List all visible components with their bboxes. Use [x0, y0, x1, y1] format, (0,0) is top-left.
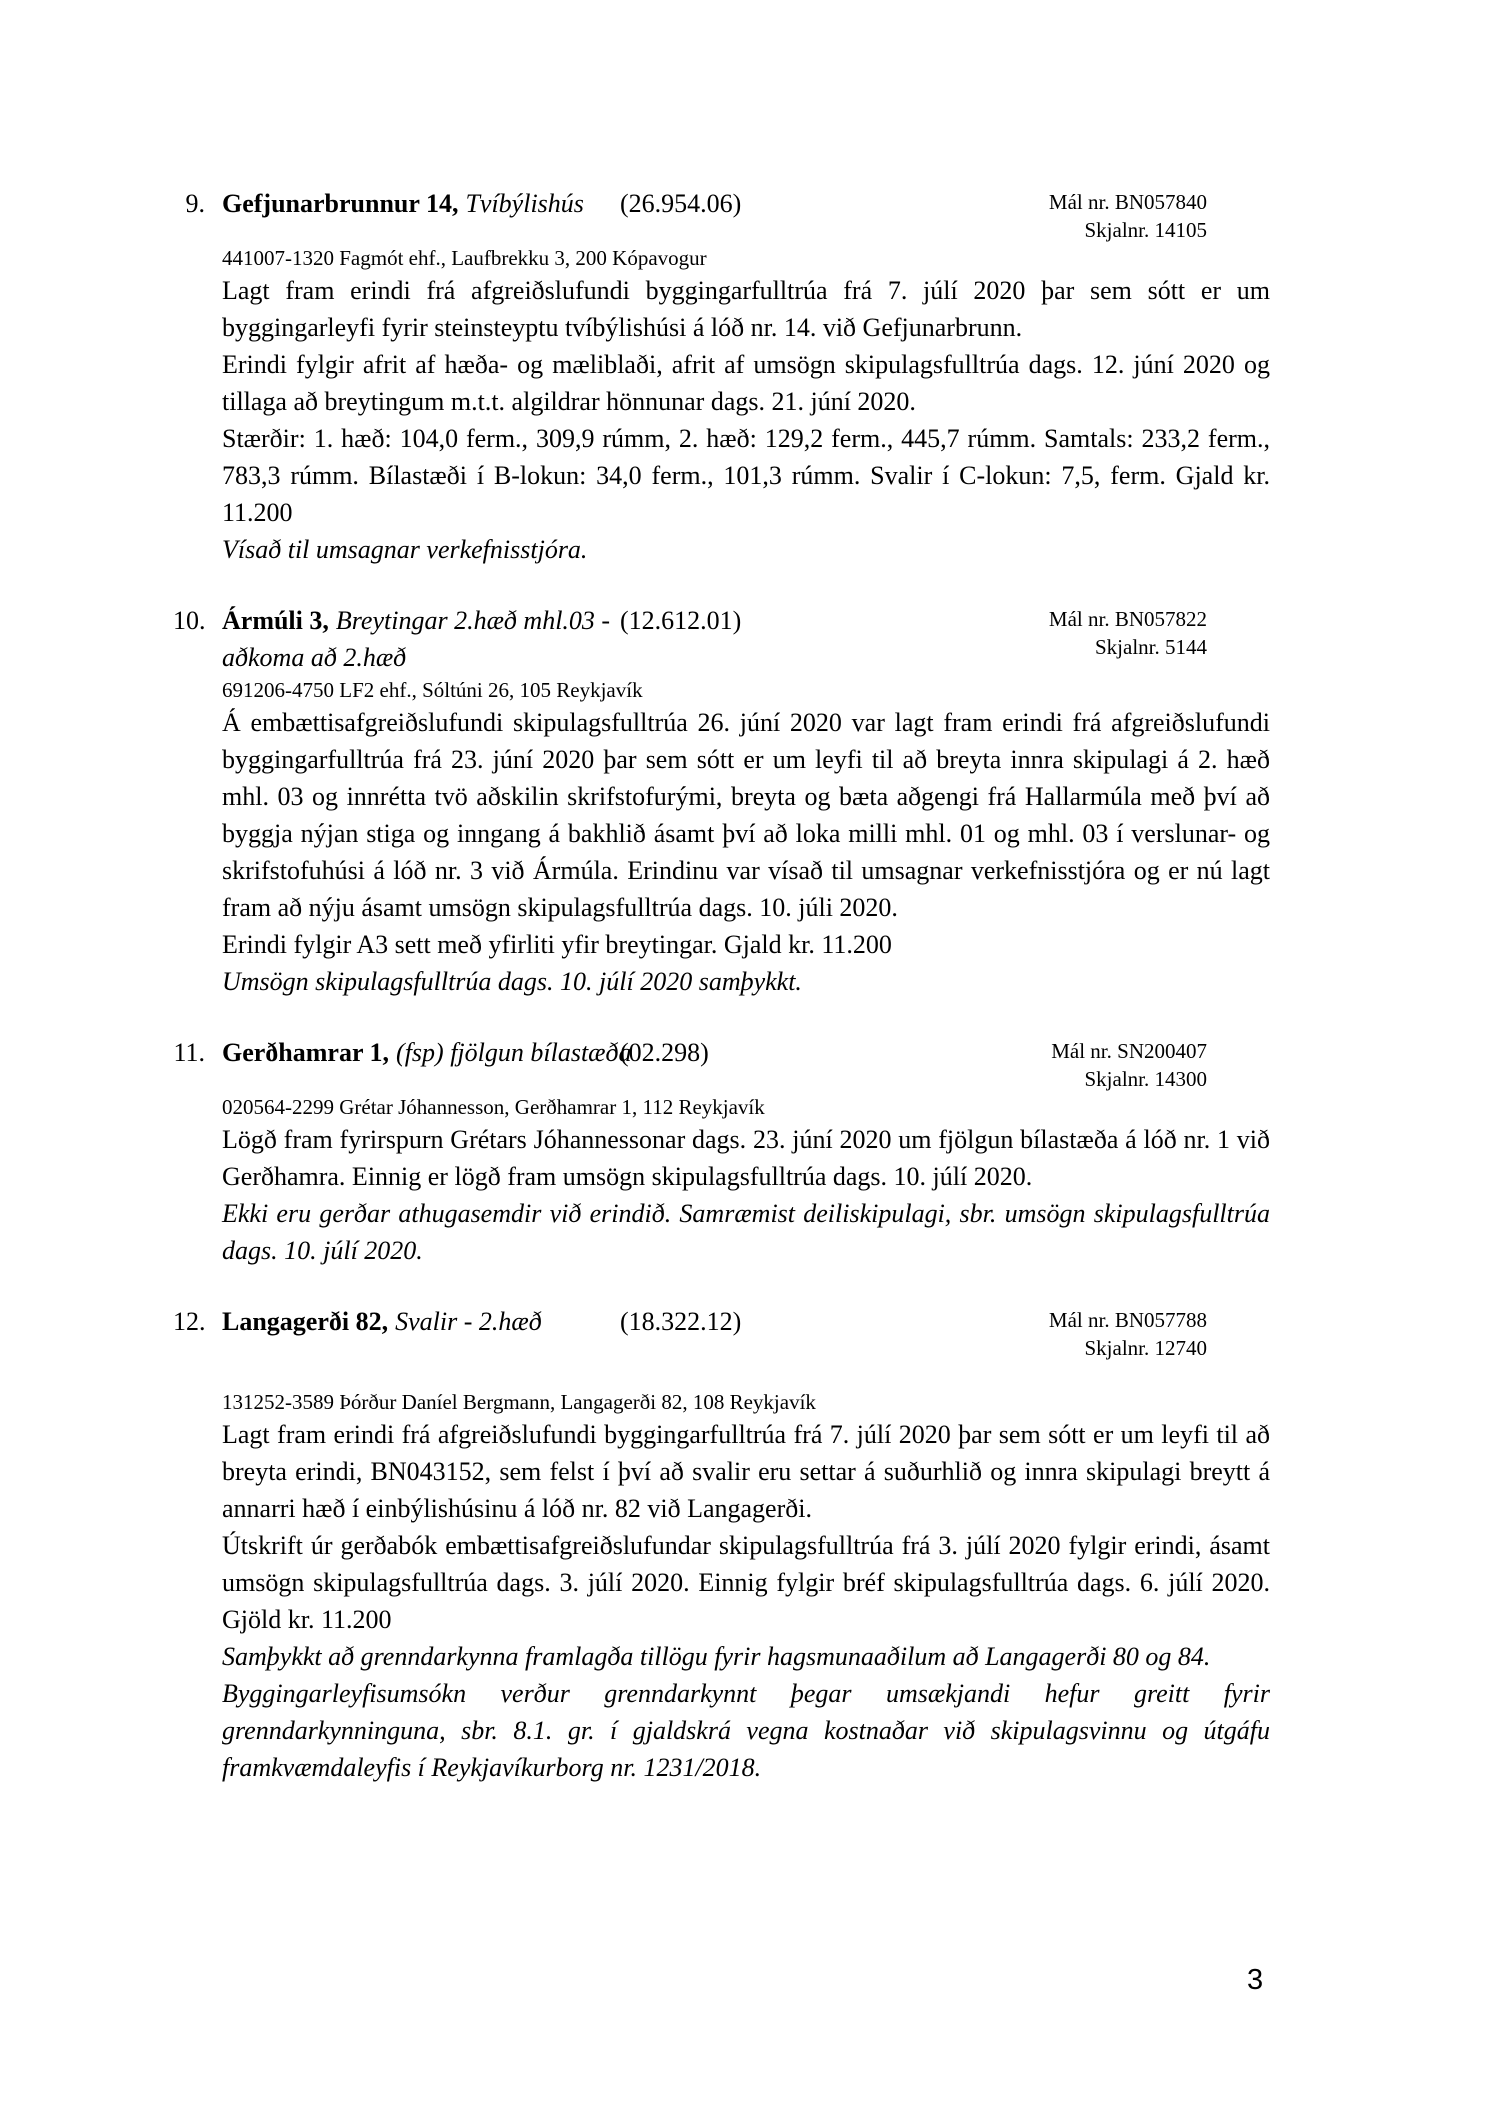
item-paragraph: Lagt fram erindi frá afgreiðslufundi byggingarfulltrúa frá 7. júlí 2020 þar sem sótt er um byggingarleyfi fyrir steinsteyptu tvíbýlishúsi á lóð nr. 14. við Gefjunarbrunn. [222, 276, 1270, 342]
item-index-code: (02.298) [620, 1038, 709, 1067]
item-meta [772, 1303, 1270, 1362]
item-title [222, 185, 620, 222]
item-heading [173, 602, 1270, 676]
item-subtitle: Svalir - 2.hæð [395, 1307, 542, 1336]
item-index-code: (18.322.12) [620, 1307, 742, 1336]
item-body [222, 1121, 1270, 1269]
item-subtitle-line2: aðkoma að 2.hæð [222, 643, 407, 672]
case-number: Mál nr. BN057840 [1048, 190, 1207, 214]
item-address: Ármúli 3, [222, 606, 329, 635]
item-heading [173, 1303, 1270, 1362]
document-number: Skjalnr. 14300 [1084, 1067, 1207, 1091]
item-body [222, 1416, 1270, 1786]
item-paragraph: Útskrift úr gerðabók embættisafgreiðslufundar skipulagsfulltrúa frá 3. júlí 2020 fylgir erindi, ásamt umsögn skipulagsfulltrúa dags. 3. júlí 2020. Einnig fylgir bréf skipulagsfulltrúa dags. 6. júlí 2020. Gjöld kr. 11.200 [222, 1531, 1270, 1634]
applicant-line: 131252-3589 Þórður Daníel Bergmann, Langagerði 82, 108 Reykjavík [222, 1390, 816, 1414]
applicant-line: 020564-2299 Grétar Jóhannesson, Gerðhamrar 1, 112 Reykjavík [222, 1095, 765, 1119]
item-title [222, 602, 620, 676]
item-meta [772, 185, 1270, 244]
item-subtitle: Tvíbýlishús [465, 189, 584, 218]
item-paragraph: Stærðir: 1. hæð: 104,0 ferm., 309,9 rúmm, 2. hæð: 129,2 ferm., 445,7 rúmm. Samtals: 233,2 ferm., 783,3 rúmm. Bílastæði í B-lokun: 34,0 ferm., 101,3 rúmm. Svalir í C-lokun: 7,5, ferm. Gjald kr. 11.200 [222, 424, 1270, 527]
item-heading [173, 1034, 1270, 1093]
item-address: Gefjunarbrunnur 14, [222, 189, 459, 218]
minutes-content [173, 185, 1270, 1820]
item-index-code: (12.612.01) [620, 606, 742, 635]
document-number: Skjalnr. 5144 [1094, 635, 1207, 659]
item-heading [173, 185, 1270, 244]
agenda-item-12 [173, 1303, 1270, 1786]
item-number: 10. [173, 606, 206, 635]
agenda-item-10 [173, 602, 1270, 1000]
item-meta [772, 602, 1270, 661]
agenda-item-9 [173, 185, 1270, 568]
item-title [222, 1303, 620, 1340]
case-number: Mál nr. BN057822 [1048, 607, 1207, 631]
item-paragraph: Lögð fram fyrirspurn Grétars Jóhannessonar dags. 23. júní 2020 um fjölgun bílastæða á lóð nr. 1 við Gerðhamra. Einnig er lögð fram umsögn skipulagsfulltrúa dags. 10. júlí 2020. [222, 1125, 1270, 1191]
item-resolution: Samþykkt að grenndarkynna framlagða tillögu fyrir hagsmunaaðilum að Langagerði 80 og 84. [222, 1642, 1211, 1671]
case-number: Mál nr. SN200407 [1051, 1039, 1207, 1063]
item-number: 12. [173, 1307, 206, 1336]
item-index-code: (26.954.06) [620, 189, 742, 218]
agenda-item-11 [173, 1034, 1270, 1269]
page-number: 3 [1247, 1964, 1264, 1996]
item-body [222, 704, 1270, 1000]
item-number: 11. [173, 1038, 205, 1067]
item-number: 9. [185, 189, 205, 218]
case-number: Mál nr. BN057788 [1048, 1308, 1207, 1332]
document-number: Skjalnr. 14105 [1084, 218, 1207, 242]
item-title [222, 1034, 632, 1071]
item-paragraph: Á embættisafgreiðslufundi skipulagsfulltrúa 26. júní 2020 var lagt fram erindi frá afgreiðslufundi byggingarfulltrúa frá 23. júní 2020 þar sem sótt er um leyfi til að breyta innra skipulagi á 2. hæð mhl. 03 og innrétta tvö aðskilin skrifstofurými, breyta og bæta aðgengi frá Hallarmúla með því að byggja nýjan stiga og inngang á bakhlið ásamt því að loka milli mhl. 01 og mhl. 03 í verslunar- og skrifstofuhúsi á lóð nr. 3 við Ármúla. Erindinu var vísað til umsagnar verkefnisstjóra og er nú lagt fram að nýju ásamt umsögn skipulagsfulltrúa dags. 10. júli 2020. [222, 708, 1270, 922]
item-address: Langagerði 82, [222, 1307, 389, 1336]
item-meta [772, 1034, 1270, 1093]
applicant-line: 441007-1320 Fagmót ehf., Laufbrekku 3, 200 Kópavogur [222, 246, 707, 270]
item-resolution: Umsögn skipulagsfulltrúa dags. 10. júlí 2020 samþykkt. [222, 967, 802, 996]
item-subtitle: (fsp) fjölgun bílastæða [396, 1038, 632, 1067]
item-resolution: Byggingarleyfisumsókn verður grenndarkynnt þegar umsækjandi hefur greitt fyrir grenndarkynninguna, sbr. 8.1. gr. í gjaldskrá vegna kostnaðar við skipulagsvinnu og útgáfu framkvæmdaleyfis í Reykjavíkurborg nr. 1231/2018. [222, 1679, 1270, 1782]
item-address: Gerðhamrar 1, [222, 1038, 390, 1067]
item-subtitle: Breytingar 2.hæð mhl.03 - [335, 606, 611, 635]
document-number: Skjalnr. 12740 [1084, 1336, 1207, 1360]
item-body [222, 272, 1270, 568]
applicant-line: 691206-4750 LF2 ehf., Sóltúni 26, 105 Reykjavík [222, 678, 643, 702]
item-resolution: Ekki eru gerðar athugasemdir við erindið. Samræmist deiliskipulagi, sbr. umsögn skipulagsfulltrúa dags. 10. júlí 2020. [222, 1199, 1270, 1265]
item-paragraph: Erindi fylgir afrit af hæða- og mæliblaði, afrit af umsögn skipulagsfulltrúa dags. 12. júní 2020 og tillaga að breytingum m.t.t. algildrar hönnunar dags. 21. júní 2020. [222, 350, 1270, 416]
item-resolution: Vísað til umsagnar verkefnisstjóra. [222, 535, 588, 564]
item-paragraph: Erindi fylgir A3 sett með yfirliti yfir breytingar. Gjald kr. 11.200 [222, 930, 892, 959]
item-paragraph: Lagt fram erindi frá afgreiðslufundi byggingarfulltrúa frá 7. júlí 2020 þar sem sótt er um leyfi til að breyta erindi, BN043152, sem felst í því að svalir eru settar á suðurhlið og innra skipulagi breytt á annarri hæð í einbýlishúsinu á lóð nr. 82 við Langagerði. [222, 1420, 1270, 1523]
